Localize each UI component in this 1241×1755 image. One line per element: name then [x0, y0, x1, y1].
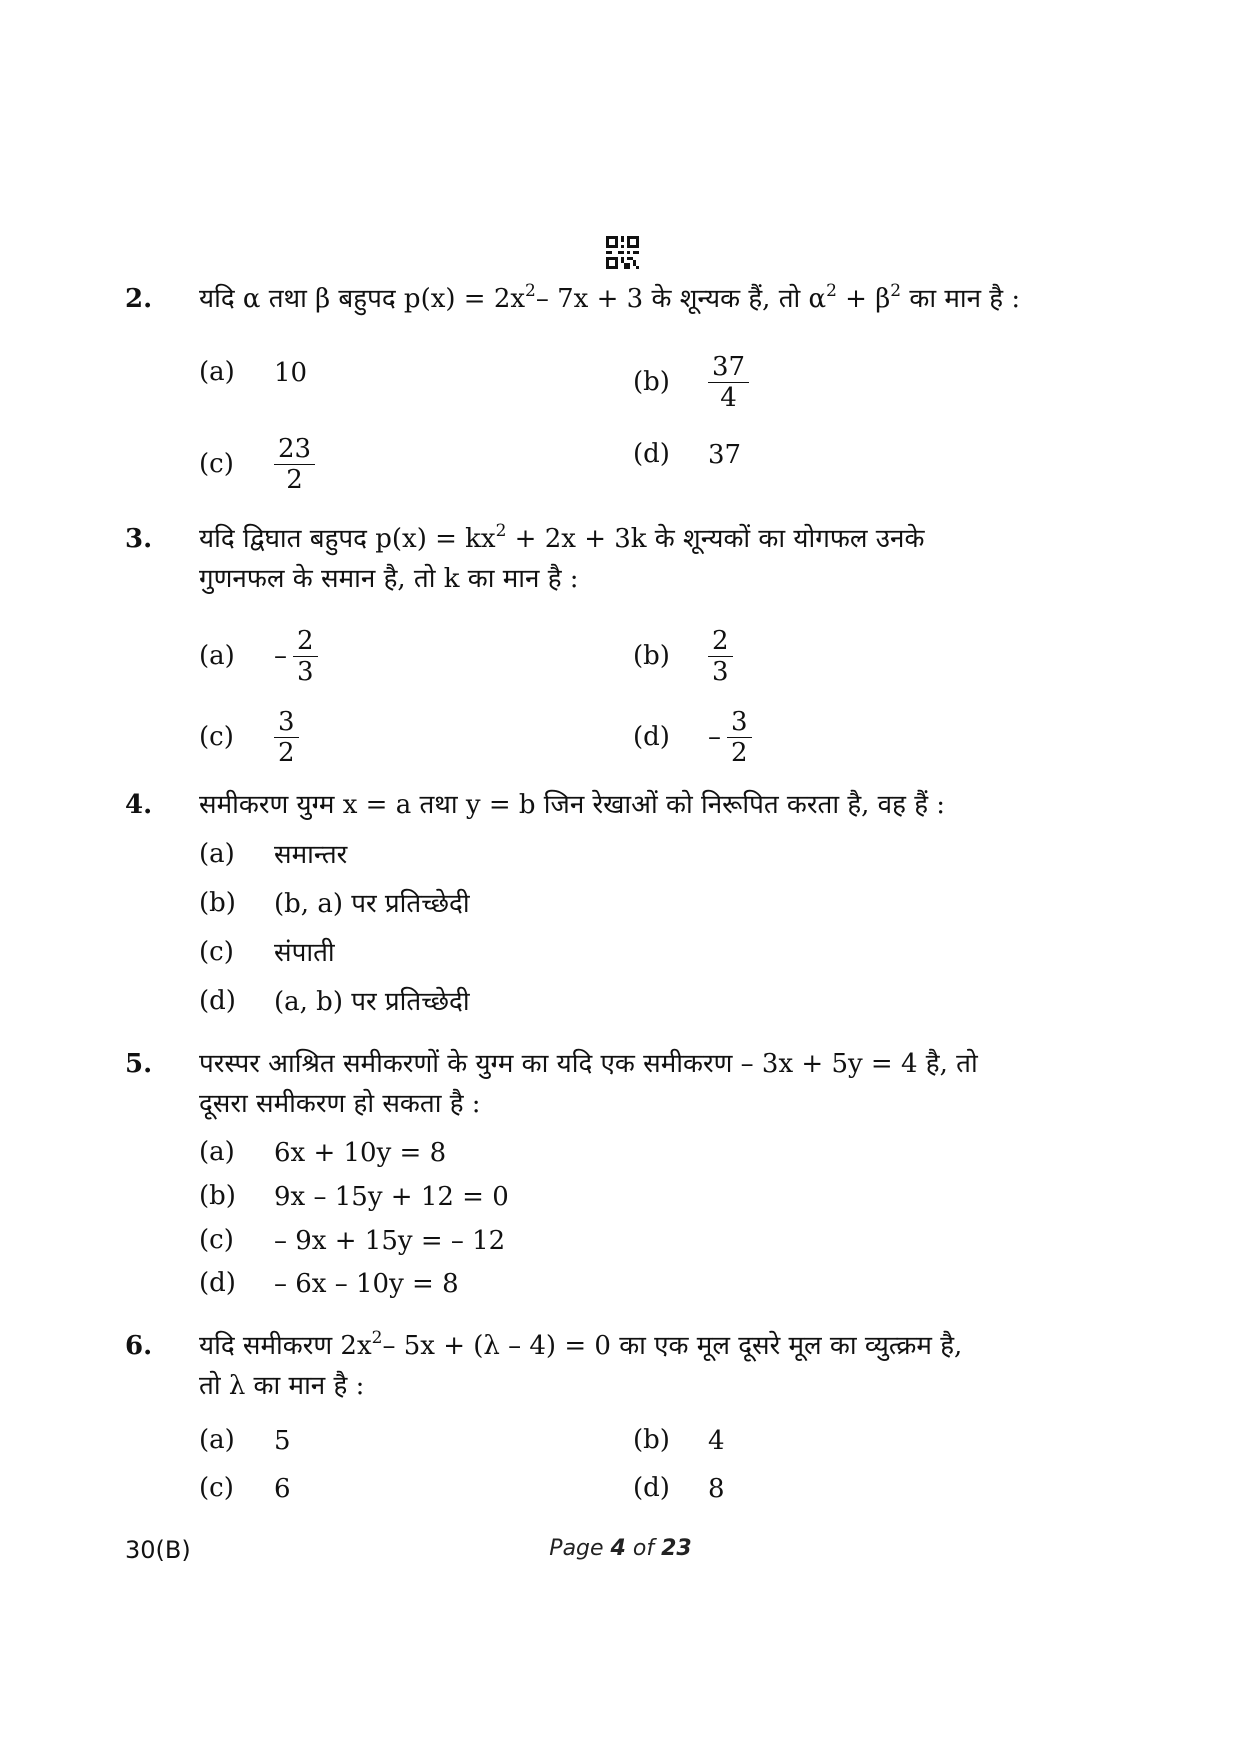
option-2d: (d) 37 — [633, 439, 742, 470]
page-number: Page 4 of 23 — [549, 1536, 692, 1561]
option-4c: (c) संपाती — [199, 937, 335, 968]
option-5a: (a) 6x + 10y = 8 — [199, 1137, 447, 1168]
fraction: $\frac{23}{2}$ — [274, 434, 315, 495]
question-text: यदि α तथा β बहुपद $p(x) = 2x^2-$ 7x + 3 के शून्यक हैं, तो $\alpha^2 + \beta^2$ का मान है : — [199, 281, 1021, 314]
option-6a: (a) 5 — [199, 1425, 291, 1456]
option-5d: (d) – 6x – 10y = 8 — [199, 1268, 459, 1299]
option-3c: (c) $\frac{3}{2}$ — [199, 707, 299, 768]
option-4a: (a) समान्तर — [199, 839, 348, 870]
qr-code-icon — [606, 236, 639, 269]
fraction: $\frac{3}{2}$ — [727, 707, 752, 768]
fraction: $\frac{3}{2}$ — [274, 707, 299, 768]
option-6b: (b) 4 — [633, 1425, 725, 1456]
paper-code: 30(B) — [125, 1536, 191, 1564]
option-4b: (b) (b, a) पर प्रतिच्छेदी — [199, 888, 470, 919]
question-text: समीकरण युग्म x = a तथा y = b जिन रेखाओं को निरूपित करता है, वह हैं : — [199, 790, 946, 820]
option-2c: (c) $\frac{23}{2}$ — [199, 434, 315, 495]
question-text: यदि समीकरण $2x^2-$ 5x + (λ – 4) = 0 का एक मूल दूसरे मूल का व्युत्क्रम है, तो λ का मान है : — [199, 1328, 963, 1401]
question-number: 6. — [125, 1331, 153, 1361]
fraction: $\frac{37}{4}$ — [708, 352, 749, 413]
option-3d: (d) – $\frac{3}{2}$ — [633, 707, 752, 768]
fraction: $\frac{2}{3}$ — [293, 626, 318, 687]
option-6d: (d) 8 — [633, 1473, 725, 1504]
question-number: 2. — [125, 284, 153, 314]
option-2b: (b) $\frac{37}{4}$ — [633, 352, 749, 413]
fraction: $\frac{2}{3}$ — [708, 626, 733, 687]
option-3a: (a) – $\frac{2}{3}$ — [199, 626, 318, 687]
option-4d: (d) (a, b) पर प्रतिच्छेदी — [199, 986, 470, 1017]
option-3b: (b) $\frac{2}{3}$ — [633, 626, 733, 687]
question-text: परस्पर आश्रित समीकरणों के युग्म का यदि एक समीकरण – 3x + 5y = 4 है, तो दूसरा समीकरण हो सकता है : — [199, 1049, 978, 1119]
option-5c: (c) – 9x + 15y = – 12 — [199, 1225, 506, 1256]
option-5b: (b) 9x – 15y + 12 = 0 — [199, 1181, 509, 1212]
question-number: 4. — [125, 790, 153, 820]
question-number: 3. — [125, 524, 153, 554]
question-number: 5. — [125, 1049, 153, 1079]
question-text: यदि द्विघात बहुपद $p(x) = kx^2 + 2x + 3k$ के शून्यकों का योगफल उनके गुणनफल के समान है, तो k का मान है : — [199, 521, 925, 594]
option-2a: (a) 10 — [199, 357, 308, 388]
option-6c: (c) 6 — [199, 1473, 291, 1504]
